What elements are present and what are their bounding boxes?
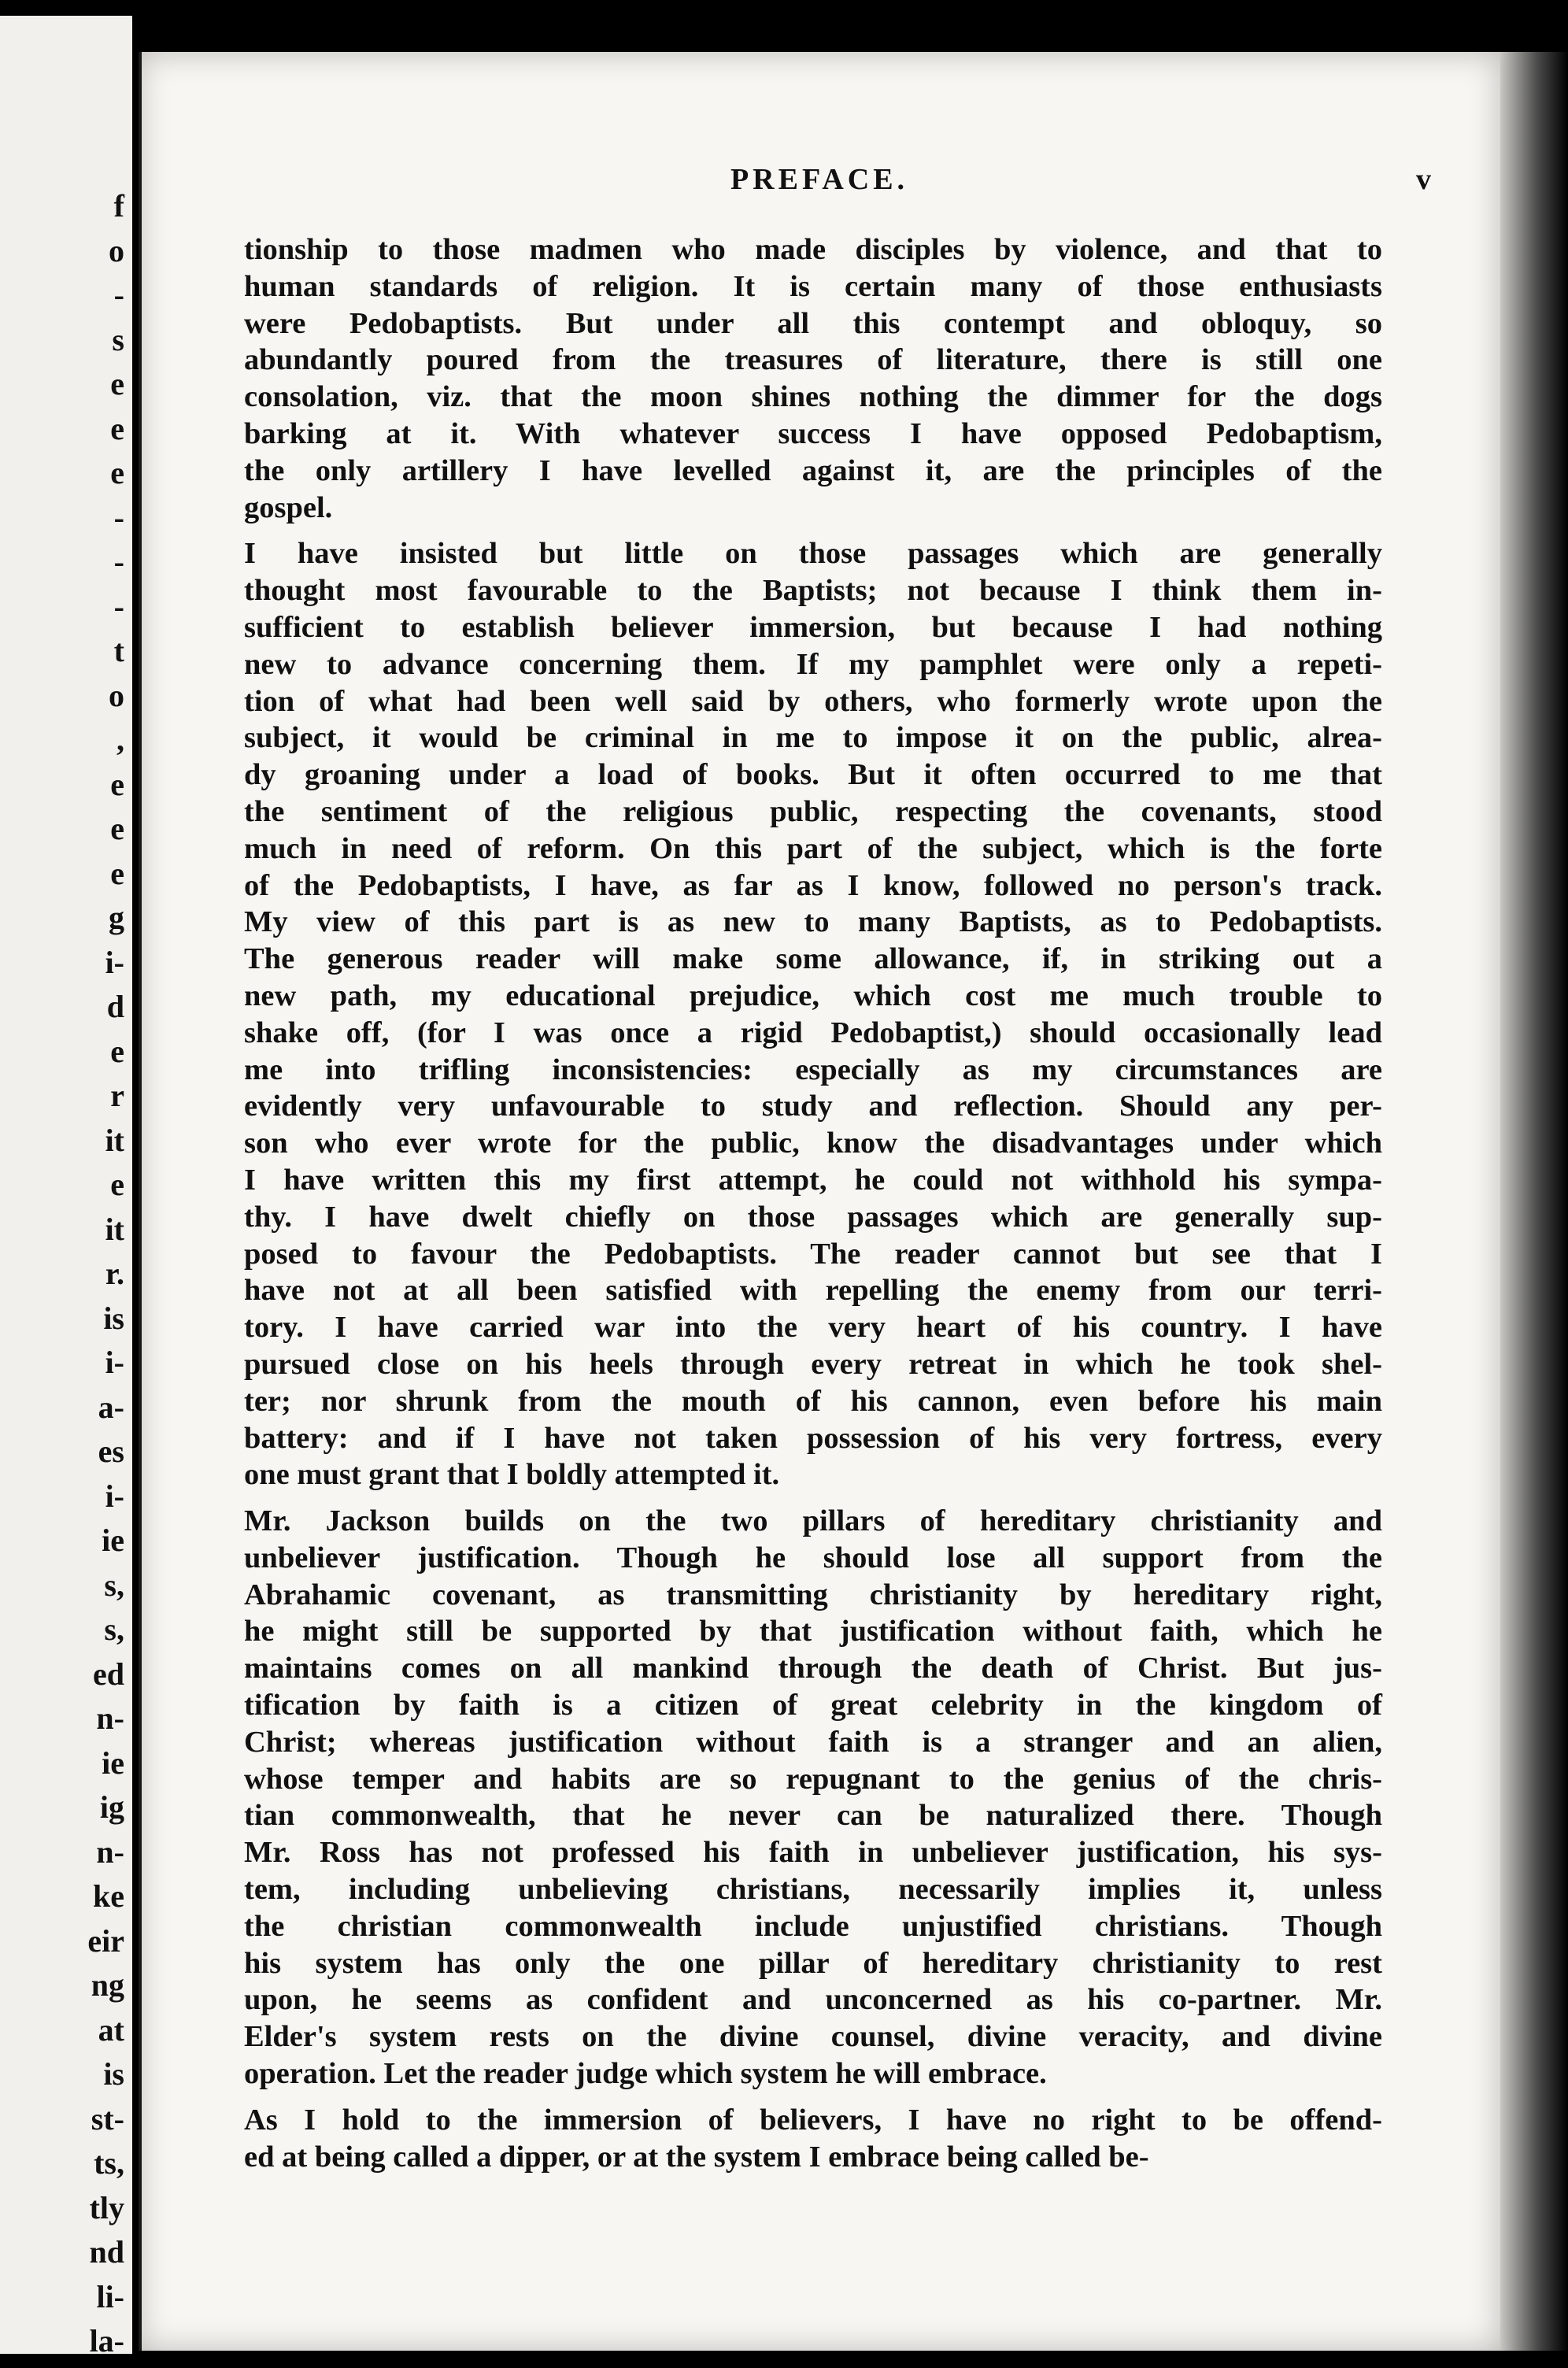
facing-page-fragment: ie bbox=[102, 1745, 124, 1781]
facing-page-fragment: st- bbox=[91, 2100, 124, 2137]
text-line: he might still be supported by that justification without faith, which he bbox=[244, 1615, 1382, 1648]
facing-page-fragment: it bbox=[105, 1211, 124, 1247]
text-line: posed to favour the Pedobaptists. The reader cannot but see that I bbox=[244, 1237, 1382, 1271]
facing-page-fragment: ig bbox=[99, 1789, 124, 1825]
facing-page-fragment: a- bbox=[98, 1389, 124, 1425]
facing-page-fragment: is bbox=[103, 2056, 124, 2092]
paragraph-3 bbox=[244, 1503, 1382, 2092]
text-line: The generous reader will make some allowance, if, in striking out a bbox=[244, 942, 1382, 976]
facing-page-fragment: d bbox=[106, 989, 124, 1024]
text-line: tionship to those madmen who made disciples by violence, and that to bbox=[244, 233, 1382, 266]
facing-page-fragment: at bbox=[98, 2011, 124, 2048]
facing-page-fragment: i- bbox=[105, 1478, 124, 1514]
facing-page-fragment: r. bbox=[105, 1256, 124, 1291]
facing-page-fragment: es bbox=[98, 1434, 124, 1469]
text-line: the only artillery I have levelled against it, are the principles of the bbox=[244, 453, 1382, 487]
facing-page-fragment: ng bbox=[91, 1967, 124, 2003]
book-page bbox=[139, 52, 1500, 2351]
text-line: Mr. Ross has not professed his faith in unbeliever justification, his sys- bbox=[244, 1836, 1382, 1870]
text-line: shake off, (for I was once a rigid Pedobaptist,) should occasionally lead bbox=[244, 1016, 1382, 1049]
text-line: whose temper and habits are so repugnant to the genius of the chris- bbox=[244, 1762, 1382, 1796]
text-line: thy. I have dwelt chiefly on those passages which are generally sup- bbox=[244, 1200, 1382, 1234]
text-line: pursued close on his heels through every retreat in which he took shel- bbox=[244, 1347, 1382, 1381]
facing-page-fragment: s bbox=[112, 321, 124, 357]
text-line: new path, my educational prejudice, which cost me much trouble to bbox=[244, 979, 1382, 1012]
facing-page-fragment: e bbox=[110, 1167, 124, 1202]
facing-page-fragment: - bbox=[113, 277, 124, 313]
facing-page-fragment: , bbox=[116, 722, 124, 757]
page-number: v bbox=[1416, 163, 1431, 196]
text-line: were Pedobaptists. But under all this contempt and obloquy, so bbox=[244, 306, 1382, 340]
text-line: his system has only the one pillar of hereditary christianity to rest bbox=[244, 1946, 1382, 1980]
text-line: As I hold to the immersion of believers, I have no right to be offend- bbox=[244, 2103, 1382, 2137]
facing-page-fragment: is bbox=[103, 1300, 124, 1336]
right-edge-shadow bbox=[1500, 52, 1568, 2351]
text-line: maintains comes on all mankind through the death of Christ. But jus- bbox=[244, 1652, 1382, 1685]
previous-page-edge bbox=[0, 16, 132, 2359]
facing-page-fragment: n- bbox=[96, 1700, 124, 1736]
text-line: barking at it. With whatever success I have opposed Pedobaptism, bbox=[244, 416, 1382, 450]
facing-page-fragment: - bbox=[113, 588, 124, 624]
facing-page-fragment: f bbox=[113, 188, 124, 224]
text-line: subject, it would be criminal in me to impose it on the public, alrea- bbox=[244, 721, 1382, 755]
body-text bbox=[244, 231, 1382, 2175]
text-line: tem, including unbelieving christians, necessarily implies it, unless bbox=[244, 1873, 1382, 1907]
facing-page-fragment: g bbox=[109, 900, 124, 935]
facing-page-fragment: e bbox=[110, 811, 124, 846]
paragraph-1 bbox=[244, 231, 1382, 526]
facing-page-fragment: t bbox=[113, 633, 124, 668]
text-line: son who ever wrote for the public, know the disadvantages under which bbox=[244, 1127, 1382, 1160]
facing-page-fragment: - bbox=[113, 499, 124, 535]
text-line: unbeliever justification. Though he should lose all support from the bbox=[244, 1541, 1382, 1574]
text-line: thought most favourable to the Baptists; not because I think them in- bbox=[244, 574, 1382, 608]
text-line: Abrahamic covenant, as transmitting christianity by hereditary right, bbox=[244, 1578, 1382, 1611]
facing-page-fragment: e bbox=[110, 855, 124, 891]
facing-page-fragment: tly bbox=[89, 2189, 124, 2226]
text-line: tion of what had been well said by others, who formerly wrote upon the bbox=[244, 684, 1382, 718]
facing-page-fragment: o bbox=[109, 677, 124, 713]
facing-page-fragment: la- bbox=[89, 2323, 124, 2359]
text-line: the sentiment of the religious public, respecting the covenants, stood bbox=[244, 794, 1382, 828]
facing-page-fragment: i- bbox=[105, 1345, 124, 1380]
text-line: Elder's system rests on the divine counsel, divine veracity, and divine bbox=[244, 2020, 1382, 2054]
facing-page-fragment: s, bbox=[104, 1567, 124, 1603]
text-line: operation. Let the reader judge which system he will embrace. bbox=[244, 2057, 1047, 2091]
facing-page-fragment: it bbox=[105, 1122, 124, 1158]
facing-page-fragment: i- bbox=[105, 944, 124, 980]
facing-page-fragment: ie bbox=[102, 1523, 124, 1558]
facing-page-fragment: li- bbox=[96, 2278, 124, 2314]
facing-page-fragment: ke bbox=[93, 1878, 124, 1914]
facing-page-fragment: s, bbox=[104, 1611, 124, 1647]
text-line: much in need of reform. On this part of the subject, which is the forte bbox=[244, 831, 1382, 865]
facing-page-fragment: nd bbox=[89, 2234, 124, 2270]
text-line: Mr. Jackson builds on the two pillars of hereditary christianity and bbox=[244, 1504, 1382, 1538]
facing-page-fragment: ts, bbox=[94, 2145, 124, 2181]
facing-page-fragment: ed bbox=[93, 1656, 124, 1692]
text-line: new to advance concerning them. If my pamphlet were only a repeti- bbox=[244, 647, 1382, 681]
facing-page-fragment: e bbox=[110, 366, 124, 401]
text-line: battery: and if I have not taken possession of his very fortress, every bbox=[244, 1421, 1382, 1455]
text-line: gospel. bbox=[244, 490, 333, 524]
running-title: PREFACE. bbox=[730, 163, 909, 196]
facing-page-fragment: - bbox=[113, 544, 124, 579]
text-line: evidently very unfavourable to study and reflection. Should any per- bbox=[244, 1090, 1382, 1123]
paragraph-4 bbox=[244, 2102, 1382, 2176]
text-line: consolation, viz. that the moon shines nothing the dimmer for the dogs bbox=[244, 380, 1382, 414]
paragraph-2 bbox=[244, 535, 1382, 1493]
text-line: Christ; whereas justification without faith is a stranger and an alien, bbox=[244, 1725, 1382, 1759]
facing-page-fragment: e bbox=[110, 455, 124, 490]
text-line: one must grant that I boldly attempted it. bbox=[244, 1458, 780, 1492]
text-line: sufficient to establish believer immersion, but because I had nothing bbox=[244, 610, 1382, 644]
text-line: me into trifling inconsistencies: especially as my circumstances are bbox=[244, 1053, 1382, 1086]
text-line: ter; nor shrunk from the mouth of his cannon, even before his main bbox=[244, 1384, 1382, 1418]
text-line: of the Pedobaptists, I have, as far as I know, followed no person's track. bbox=[244, 868, 1382, 902]
facing-page-fragment: e bbox=[110, 410, 124, 446]
text-line: have not at all been satisfied with repelling the enemy from our terri- bbox=[244, 1274, 1382, 1308]
text-line: upon, he seems as confident and unconcerned as his co-partner. Mr. bbox=[244, 1983, 1382, 2017]
text-line: tory. I have carried war into the very heart of his country. I have bbox=[244, 1311, 1382, 1345]
text-line: tian commonwealth, that he never can be naturalized there. Though bbox=[244, 1799, 1382, 1833]
text-line: the christian commonwealth include unjustified christians. Though bbox=[244, 1909, 1382, 1943]
running-head bbox=[139, 162, 1500, 209]
text-line: I have written this my first attempt, he could not withhold his sympa- bbox=[244, 1163, 1382, 1197]
text-line: I have insisted but little on those passages which are generally bbox=[244, 537, 1382, 571]
text-line: My view of this part is as new to many Baptists, as to Pedobaptists. bbox=[244, 905, 1382, 939]
facing-page-fragment: n- bbox=[96, 1833, 124, 1870]
facing-page-fragment: e bbox=[110, 766, 124, 802]
facing-page-fragment: o bbox=[109, 232, 124, 268]
facing-page-fragment: r bbox=[110, 1078, 124, 1113]
text-line: tification by faith is a citizen of great celebrity in the kingdom of bbox=[244, 1689, 1382, 1722]
text-line: dy groaning under a load of books. But it often occurred to me that bbox=[244, 758, 1382, 792]
text-line: abundantly poured from the treasures of literature, there is still one bbox=[244, 343, 1382, 377]
text-line: human standards of religion. It is certain many of those enthusiasts bbox=[244, 269, 1382, 303]
facing-page-fragment: eir bbox=[87, 1922, 124, 1959]
text-line: ed at being called a dipper, or at the system I embrace being called be- bbox=[244, 2140, 1149, 2174]
facing-page-fragment: e bbox=[110, 1033, 124, 1069]
page-gutter-line bbox=[139, 52, 142, 2351]
